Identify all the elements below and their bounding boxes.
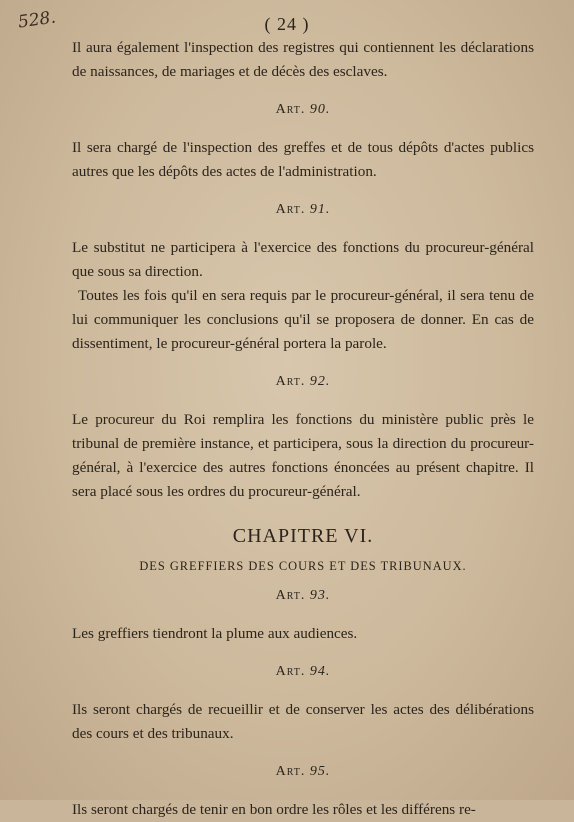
page-body <box>72 36 534 822</box>
article-label: Art. <box>275 664 306 679</box>
paragraph-7: Ils seront chargés de recueillir et de conserver les actes des délibérations des cours et des tribunaux. <box>72 701 534 742</box>
handwritten-margin-note: 528. <box>16 7 58 33</box>
article-label: Art. <box>275 374 306 389</box>
paragraph-3: Le substitut ne participera à l'exercice des fonctions du procureur-général que sous sa direction. <box>72 239 534 280</box>
chapter-subtitle: DES GREFFIERS DES COURS ET DES TRIBUNAUX. <box>139 559 467 573</box>
chapter-title: CHAPITRE VI. <box>232 525 374 547</box>
article-number: 92. <box>309 374 331 389</box>
paragraph-5: Le procureur du Roi remplira les fonctions du ministère public près le tribunal de première instance, et participera, sous la direction du procureur-général, à l'exercice des autres fonctions énoncées au présent chapitre. Il sera placé sous les ordres du procureur-général. <box>72 411 534 500</box>
article-label: Art. <box>275 588 306 603</box>
article-number: 91. <box>309 202 331 217</box>
paragraph-4: Toutes les fois qu'il en sera requis par le procureur-général, il sera tenu de lui communiquer les conclusions qu'il se proposera de donner. En cas de dissentiment, le procureur-général portera la parole. <box>72 287 534 352</box>
article-91-heading <box>72 198 534 222</box>
article-95-heading <box>72 760 534 784</box>
article-number: 95. <box>309 764 331 779</box>
article-92-heading <box>72 370 534 394</box>
article-94-heading <box>72 660 534 684</box>
article-number: 94. <box>309 664 331 679</box>
article-number: 90. <box>309 102 331 117</box>
article-label: Art. <box>275 102 306 117</box>
page-number: ( 24 ) <box>264 14 310 34</box>
article-number: 93. <box>309 588 331 603</box>
paragraph-2: Il sera chargé de l'inspection des greffes et de tous dépôts d'actes publics autres que les dépôts des actes de l'administration. <box>72 139 534 180</box>
paragraph-6: Les greffiers tiendront la plume aux audiences. <box>72 625 358 642</box>
article-93-heading <box>72 584 534 608</box>
paragraph-8: Ils seront chargés de tenir en bon ordre les rôles et les différens re- <box>72 801 476 818</box>
article-label: Art. <box>275 202 306 217</box>
article-90-heading <box>72 98 534 122</box>
paragraph-1: Il aura également l'inspection des registres qui contiennent les déclarations de naissances, de mariages et de décès des esclaves. <box>72 39 534 80</box>
article-label: Art. <box>275 764 306 779</box>
